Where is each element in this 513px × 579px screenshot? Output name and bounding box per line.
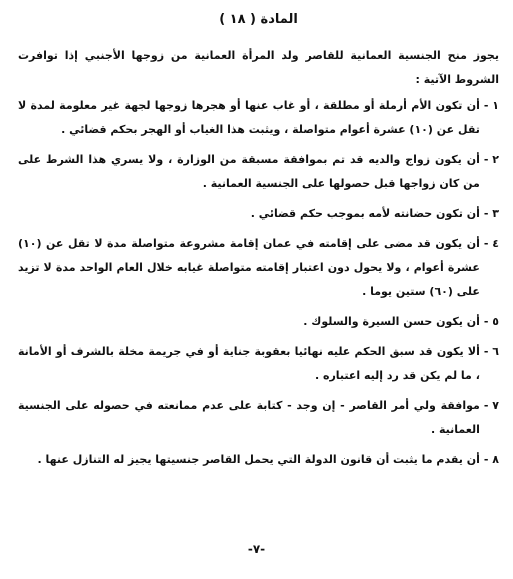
condition-number: ٣ - bbox=[483, 207, 499, 220]
condition-item-7 bbox=[18, 394, 499, 442]
condition-text: أن يكون زواج والديه قد تم بموافقة مسبقة من الوزارة ، ولا يسري هذا الشرط على من كان زواجها قبل حصولها على الجنسية العمانية . bbox=[18, 153, 480, 190]
condition-item-3 bbox=[18, 202, 499, 226]
condition-text: أن تكون حضانته لأمه بموجب حكم قضائي . bbox=[250, 207, 480, 220]
condition-text: ألا يكون قد سبق الحكم عليه نهائيا بعقوبة جناية أو في جريمة مخلة بالشرف أو الأمانة ، ما لم يكن قد رد إليه اعتباره . bbox=[18, 345, 480, 382]
page-number: -٧- bbox=[247, 542, 266, 556]
condition-item-2 bbox=[18, 148, 499, 196]
article-title: المادة ( ١٨ ) bbox=[219, 12, 298, 27]
condition-text: أن يكون حسن السيرة والسلوك . bbox=[303, 315, 480, 328]
condition-number: ٨ - bbox=[483, 453, 499, 466]
condition-text: أن يقدم ما يثبت أن قانون الدولة التي يحمل القاصر جنسيتها يجيز له التنازل عنها . bbox=[37, 453, 480, 466]
condition-text: أن تكون الأم أرملة أو مطلقة ، أو غاب عنها أو هجرها زوجها لجهة غير معلومة لمدة لا تقل عن (١٠) عشرة أعوام متواصلة ، ويثبت هذا الغياب أو الهجر بحكم قضائي . bbox=[18, 99, 480, 136]
intro-paragraph: يجوز منح الجنسية العمانية للقاصر ولد المرأة العمانية من زوجها الأجنبي إذا توافرت الشروط الآتية : bbox=[18, 49, 499, 86]
condition-item-8 bbox=[18, 448, 499, 472]
condition-number: ٤ - bbox=[483, 237, 499, 250]
condition-number: ٧ - bbox=[483, 399, 499, 412]
condition-text: أن يكون قد مضى على إقامته في عمان إقامة مشروعة متواصلة مدة لا تقل عن (١٠) عشرة أعوام ، ولا يحول دون اعتبار إقامته متواصلة غيابه خلال العام الواحد مدة لا تزيد على (٦٠) ستين يوما . bbox=[18, 237, 480, 298]
condition-number: ٦ - bbox=[483, 345, 499, 358]
condition-text: موافقة ولي أمر القاصر - إن وجد - كتابة على عدم ممانعته في حصوله على الجنسية العمانية . bbox=[18, 399, 480, 436]
condition-item-4 bbox=[18, 232, 499, 304]
condition-number: ١ - bbox=[483, 99, 499, 112]
condition-item-5 bbox=[18, 310, 499, 334]
condition-item-6 bbox=[18, 340, 499, 388]
condition-number: ٢ - bbox=[483, 153, 499, 166]
condition-number: ٥ - bbox=[483, 315, 499, 328]
condition-item-1 bbox=[18, 94, 499, 142]
conditions-list bbox=[18, 94, 499, 472]
